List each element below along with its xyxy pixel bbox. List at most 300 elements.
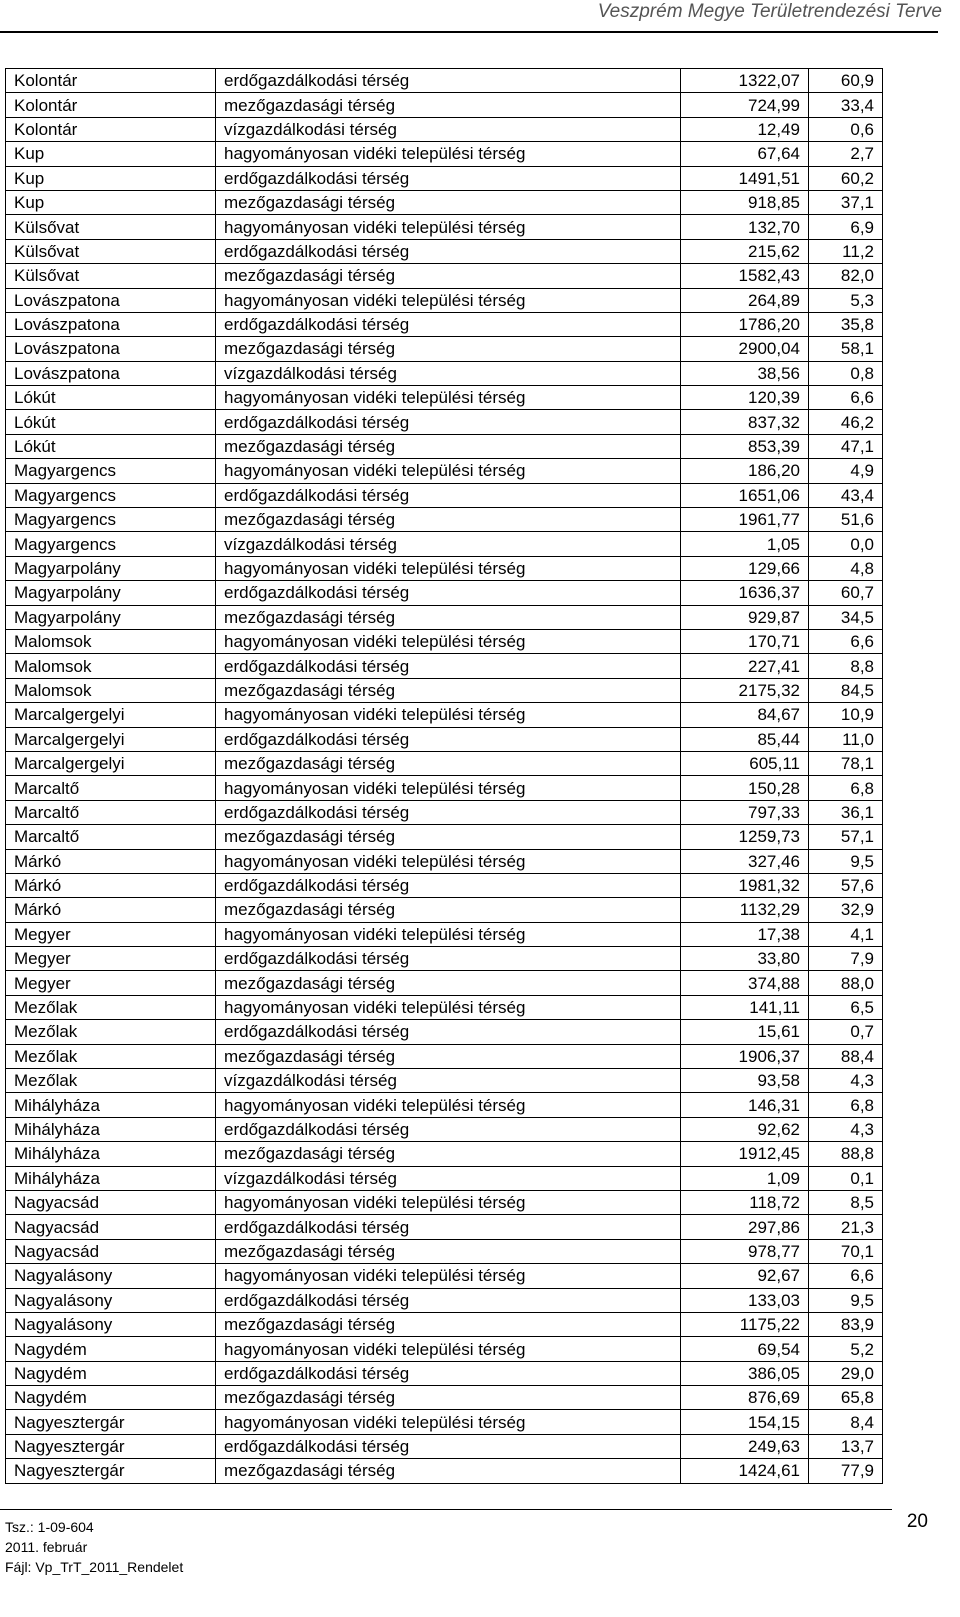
area-cell: 93,58 <box>681 1069 809 1093</box>
zone-type-cell: hagyományosan vidéki települési térség <box>216 1093 681 1117</box>
zone-type-cell: mezőgazdasági térség <box>216 264 681 288</box>
page-number: 20 <box>906 1511 928 1532</box>
zone-type-cell: mezőgazdasági térség <box>216 1239 681 1263</box>
settlement-cell: Mihályháza <box>6 1093 216 1117</box>
settlement-cell: Lókút <box>6 386 216 410</box>
settlement-cell: Kup <box>6 166 216 190</box>
settlement-cell: Márkó <box>6 898 216 922</box>
percent-cell: 6,6 <box>809 1264 883 1288</box>
area-cell: 92,62 <box>681 1117 809 1141</box>
settlement-cell: Nagyesztergár <box>6 1459 216 1483</box>
zone-type-cell: vízgazdálkodási térség <box>216 1069 681 1093</box>
percent-cell: 6,9 <box>809 215 883 239</box>
area-cell: 132,70 <box>681 215 809 239</box>
settlement-cell: Lovászpatona <box>6 288 216 312</box>
percent-cell: 6,8 <box>809 1093 883 1117</box>
table-row <box>6 629 883 653</box>
percent-cell: 0,1 <box>809 1166 883 1190</box>
percent-cell: 60,2 <box>809 166 883 190</box>
area-cell: 215,62 <box>681 239 809 263</box>
zone-type-cell: erdőgazdálkodási térség <box>216 1434 681 1458</box>
area-cell: 1912,45 <box>681 1142 809 1166</box>
table-row <box>6 556 883 580</box>
percent-cell: 88,0 <box>809 971 883 995</box>
table-row <box>6 1142 883 1166</box>
table-row <box>6 142 883 166</box>
settlement-cell: Nagydém <box>6 1337 216 1361</box>
percent-cell: 4,3 <box>809 1117 883 1141</box>
table-row <box>6 1288 883 1312</box>
area-cell: 1,09 <box>681 1166 809 1190</box>
zone-type-cell: erdőgazdálkodási térség <box>216 1288 681 1312</box>
settlement-cell: Megyer <box>6 922 216 946</box>
percent-cell: 9,5 <box>809 849 883 873</box>
zone-type-cell: erdőgazdálkodási térség <box>216 1361 681 1385</box>
percent-cell: 34,5 <box>809 605 883 629</box>
table-row <box>6 1093 883 1117</box>
zone-type-cell: hagyományosan vidéki települési térség <box>216 215 681 239</box>
zone-type-cell: hagyományosan vidéki települési térség <box>216 556 681 580</box>
zone-type-cell: mezőgazdasági térség <box>216 434 681 458</box>
area-cell: 118,72 <box>681 1190 809 1214</box>
zone-type-cell: erdőgazdálkodási térség <box>216 581 681 605</box>
zone-type-cell: vízgazdálkodási térség <box>216 117 681 141</box>
percent-cell: 0,6 <box>809 117 883 141</box>
table-row <box>6 93 883 117</box>
percent-cell: 6,8 <box>809 776 883 800</box>
settlement-cell: Márkó <box>6 873 216 897</box>
area-cell: 918,85 <box>681 190 809 214</box>
area-cell: 150,28 <box>681 776 809 800</box>
table-row <box>6 849 883 873</box>
percent-cell: 36,1 <box>809 800 883 824</box>
settlement-cell: Nagyalásony <box>6 1264 216 1288</box>
zone-type-cell: erdőgazdálkodási térség <box>216 1117 681 1141</box>
percent-cell: 84,5 <box>809 678 883 702</box>
area-cell: 386,05 <box>681 1361 809 1385</box>
zone-type-cell: erdőgazdálkodási térség <box>216 727 681 751</box>
percent-cell: 82,0 <box>809 264 883 288</box>
settlement-cell: Külsővat <box>6 215 216 239</box>
percent-cell: 4,1 <box>809 922 883 946</box>
zone-type-cell: mezőgazdasági térség <box>216 93 681 117</box>
percent-cell: 7,9 <box>809 947 883 971</box>
percent-cell: 5,2 <box>809 1337 883 1361</box>
settlement-cell: Mezőlak <box>6 995 216 1019</box>
area-cell: 1961,77 <box>681 508 809 532</box>
percent-cell: 77,9 <box>809 1459 883 1483</box>
zone-type-cell: vízgazdálkodási térség <box>216 1166 681 1190</box>
table-row <box>6 776 883 800</box>
table-row <box>6 69 883 93</box>
zone-type-cell: mezőgazdasági térség <box>216 825 681 849</box>
percent-cell: 58,1 <box>809 337 883 361</box>
area-cell: 2175,32 <box>681 678 809 702</box>
zone-type-cell: vízgazdálkodási térség <box>216 532 681 556</box>
area-cell: 1582,43 <box>681 264 809 288</box>
table-row <box>6 508 883 532</box>
area-cell: 1424,61 <box>681 1459 809 1483</box>
area-cell: 120,39 <box>681 386 809 410</box>
percent-cell: 60,7 <box>809 581 883 605</box>
area-cell: 69,54 <box>681 1337 809 1361</box>
percent-cell: 35,8 <box>809 312 883 336</box>
area-cell: 227,41 <box>681 654 809 678</box>
table-row <box>6 678 883 702</box>
percent-cell: 8,5 <box>809 1190 883 1214</box>
land-use-table <box>5 68 883 1484</box>
area-cell: 978,77 <box>681 1239 809 1263</box>
percent-cell: 8,8 <box>809 654 883 678</box>
table-row <box>6 581 883 605</box>
zone-type-cell: hagyományosan vidéki települési térség <box>216 1337 681 1361</box>
area-cell: 170,71 <box>681 629 809 653</box>
zone-type-cell: erdőgazdálkodási térség <box>216 410 681 434</box>
table-row <box>6 337 883 361</box>
percent-cell: 5,3 <box>809 288 883 312</box>
zone-type-cell: mezőgazdasági térség <box>216 751 681 775</box>
table-row <box>6 1190 883 1214</box>
zone-type-cell: mezőgazdasági térség <box>216 1142 681 1166</box>
zone-type-cell: hagyományosan vidéki települési térség <box>216 459 681 483</box>
table-row <box>6 288 883 312</box>
area-cell: 724,99 <box>681 93 809 117</box>
zone-type-cell: hagyományosan vidéki települési térség <box>216 386 681 410</box>
table-row <box>6 825 883 849</box>
area-cell: 38,56 <box>681 361 809 385</box>
area-cell: 33,80 <box>681 947 809 971</box>
zone-type-cell: hagyományosan vidéki települési térség <box>216 1410 681 1434</box>
zone-type-cell: mezőgazdasági térség <box>216 898 681 922</box>
settlement-cell: Magyarpolány <box>6 605 216 629</box>
area-cell: 853,39 <box>681 434 809 458</box>
area-cell: 1259,73 <box>681 825 809 849</box>
area-cell: 146,31 <box>681 1093 809 1117</box>
area-cell: 929,87 <box>681 605 809 629</box>
area-cell: 2900,04 <box>681 337 809 361</box>
zone-type-cell: mezőgazdasági térség <box>216 1312 681 1336</box>
table-row <box>6 1020 883 1044</box>
settlement-cell: Malomsok <box>6 629 216 653</box>
zone-type-cell: hagyományosan vidéki települési térség <box>216 703 681 727</box>
settlement-cell: Nagyacsád <box>6 1215 216 1239</box>
table-row <box>6 1312 883 1336</box>
table-row <box>6 190 883 214</box>
zone-type-cell: erdőgazdálkodási térség <box>216 166 681 190</box>
settlement-cell: Kup <box>6 142 216 166</box>
area-cell: 141,11 <box>681 995 809 1019</box>
table-row <box>6 361 883 385</box>
percent-cell: 88,4 <box>809 1044 883 1068</box>
area-cell: 85,44 <box>681 727 809 751</box>
zone-type-cell: mezőgazdasági térség <box>216 190 681 214</box>
percent-cell: 57,1 <box>809 825 883 849</box>
table-row <box>6 1410 883 1434</box>
percent-cell: 57,6 <box>809 873 883 897</box>
zone-type-cell: mezőgazdasági térség <box>216 1044 681 1068</box>
table-row <box>6 1069 883 1093</box>
settlement-cell: Nagyesztergár <box>6 1434 216 1458</box>
settlement-cell: Marcaltő <box>6 825 216 849</box>
percent-cell: 88,8 <box>809 1142 883 1166</box>
table-row <box>6 703 883 727</box>
area-cell: 154,15 <box>681 1410 809 1434</box>
table-row <box>6 239 883 263</box>
area-cell: 837,32 <box>681 410 809 434</box>
table-row <box>6 312 883 336</box>
settlement-cell: Magyarpolány <box>6 581 216 605</box>
settlement-cell: Nagyalásony <box>6 1312 216 1336</box>
percent-cell: 13,7 <box>809 1434 883 1458</box>
settlement-cell: Lovászpatona <box>6 361 216 385</box>
area-cell: 133,03 <box>681 1288 809 1312</box>
table-row <box>6 166 883 190</box>
settlement-cell: Kolontár <box>6 93 216 117</box>
table-row <box>6 873 883 897</box>
table-row <box>6 1361 883 1385</box>
percent-cell: 37,1 <box>809 190 883 214</box>
area-cell: 1651,06 <box>681 483 809 507</box>
zone-type-cell: mezőgazdasági térség <box>216 1386 681 1410</box>
area-cell: 797,33 <box>681 800 809 824</box>
zone-type-cell: hagyományosan vidéki települési térség <box>216 629 681 653</box>
area-cell: 1175,22 <box>681 1312 809 1336</box>
percent-cell: 32,9 <box>809 898 883 922</box>
percent-cell: 78,1 <box>809 751 883 775</box>
settlement-cell: Magyargencs <box>6 459 216 483</box>
zone-type-cell: hagyományosan vidéki települési térség <box>216 922 681 946</box>
zone-type-cell: erdőgazdálkodási térség <box>216 69 681 93</box>
area-cell: 1636,37 <box>681 581 809 605</box>
table-row <box>6 922 883 946</box>
zone-type-cell: hagyományosan vidéki települési térség <box>216 849 681 873</box>
settlement-cell: Lovászpatona <box>6 337 216 361</box>
zone-type-cell: erdőgazdálkodási térség <box>216 312 681 336</box>
percent-cell: 47,1 <box>809 434 883 458</box>
zone-type-cell: mezőgazdasági térség <box>216 508 681 532</box>
footer-tsz: Tsz.: 1-09-604 <box>5 1519 94 1535</box>
percent-cell: 29,0 <box>809 1361 883 1385</box>
table-row <box>6 459 883 483</box>
zone-type-cell: hagyományosan vidéki települési térség <box>216 142 681 166</box>
table-row <box>6 971 883 995</box>
zone-type-cell: erdőgazdálkodási térség <box>216 800 681 824</box>
settlement-cell: Lókút <box>6 434 216 458</box>
zone-type-cell: erdőgazdálkodási térség <box>216 239 681 263</box>
area-cell: 1,05 <box>681 532 809 556</box>
document-footer <box>5 1517 183 1577</box>
table-row <box>6 947 883 971</box>
area-cell: 15,61 <box>681 1020 809 1044</box>
table-row <box>6 995 883 1019</box>
area-cell: 605,11 <box>681 751 809 775</box>
zone-type-cell: mezőgazdasági térség <box>216 337 681 361</box>
table-row <box>6 117 883 141</box>
footer-divider <box>0 1509 892 1510</box>
zone-type-cell: erdőgazdálkodási térség <box>216 873 681 897</box>
table-row <box>6 1044 883 1068</box>
table-row <box>6 654 883 678</box>
area-cell: 1981,32 <box>681 873 809 897</box>
table-row <box>6 410 883 434</box>
zone-type-cell: hagyományosan vidéki települési térség <box>216 288 681 312</box>
zone-type-cell: erdőgazdálkodási térség <box>216 654 681 678</box>
settlement-cell: Magyargencs <box>6 508 216 532</box>
settlement-cell: Kolontár <box>6 69 216 93</box>
percent-cell: 51,6 <box>809 508 883 532</box>
zone-type-cell: mezőgazdasági térség <box>216 1459 681 1483</box>
table-row <box>6 605 883 629</box>
zone-type-cell: hagyományosan vidéki települési térség <box>216 776 681 800</box>
area-cell: 84,67 <box>681 703 809 727</box>
table-row <box>6 532 883 556</box>
percent-cell: 11,0 <box>809 727 883 751</box>
area-cell: 264,89 <box>681 288 809 312</box>
settlement-cell: Marcalgergelyi <box>6 727 216 751</box>
area-cell: 249,63 <box>681 1434 809 1458</box>
percent-cell: 60,9 <box>809 69 883 93</box>
table-row <box>6 1166 883 1190</box>
percent-cell: 8,4 <box>809 1410 883 1434</box>
area-cell: 1786,20 <box>681 312 809 336</box>
settlement-cell: Marcalgergelyi <box>6 703 216 727</box>
zone-type-cell: erdőgazdálkodási térség <box>216 483 681 507</box>
table-row <box>6 1264 883 1288</box>
settlement-cell: Megyer <box>6 947 216 971</box>
percent-cell: 33,4 <box>809 93 883 117</box>
settlement-cell: Malomsok <box>6 654 216 678</box>
settlement-cell: Megyer <box>6 971 216 995</box>
table-row <box>6 1239 883 1263</box>
percent-cell: 11,2 <box>809 239 883 263</box>
table-row <box>6 898 883 922</box>
area-cell: 1322,07 <box>681 69 809 93</box>
area-cell: 297,86 <box>681 1215 809 1239</box>
settlement-cell: Kolontár <box>6 117 216 141</box>
table-row <box>6 386 883 410</box>
settlement-cell: Mihályháza <box>6 1117 216 1141</box>
settlement-cell: Nagyacsád <box>6 1190 216 1214</box>
zone-type-cell: mezőgazdasági térség <box>216 605 681 629</box>
settlement-cell: Mezőlak <box>6 1069 216 1093</box>
table-row <box>6 1459 883 1483</box>
zone-type-cell: vízgazdálkodási térség <box>216 361 681 385</box>
percent-cell: 70,1 <box>809 1239 883 1263</box>
table-row <box>6 1337 883 1361</box>
settlement-cell: Nagydém <box>6 1361 216 1385</box>
table-row <box>6 751 883 775</box>
zone-type-cell: erdőgazdálkodási térség <box>216 947 681 971</box>
percent-cell: 0,0 <box>809 532 883 556</box>
zone-type-cell: hagyományosan vidéki települési térség <box>216 1264 681 1288</box>
area-cell: 67,64 <box>681 142 809 166</box>
area-cell: 1906,37 <box>681 1044 809 1068</box>
percent-cell: 46,2 <box>809 410 883 434</box>
percent-cell: 9,5 <box>809 1288 883 1312</box>
area-cell: 129,66 <box>681 556 809 580</box>
percent-cell: 4,8 <box>809 556 883 580</box>
percent-cell: 83,9 <box>809 1312 883 1336</box>
area-cell: 1132,29 <box>681 898 809 922</box>
settlement-cell: Mezőlak <box>6 1020 216 1044</box>
table-row <box>6 264 883 288</box>
settlement-cell: Külsővat <box>6 239 216 263</box>
area-cell: 1491,51 <box>681 166 809 190</box>
zone-type-cell: hagyományosan vidéki települési térség <box>216 995 681 1019</box>
percent-cell: 6,6 <box>809 386 883 410</box>
table-row <box>6 1434 883 1458</box>
area-cell: 327,46 <box>681 849 809 873</box>
table-body <box>6 69 883 1484</box>
footer-file: Fájl: Vp_TrT_2011_Rendelet <box>5 1559 184 1575</box>
settlement-cell: Mezőlak <box>6 1044 216 1068</box>
settlement-cell: Marcalgergelyi <box>6 751 216 775</box>
zone-type-cell: hagyományosan vidéki települési térség <box>216 1190 681 1214</box>
zone-type-cell: erdőgazdálkodási térség <box>216 1020 681 1044</box>
header-divider <box>0 31 938 33</box>
table-row <box>6 800 883 824</box>
settlement-cell: Márkó <box>6 849 216 873</box>
settlement-cell: Külsővat <box>6 264 216 288</box>
area-cell: 876,69 <box>681 1386 809 1410</box>
table-row <box>6 1215 883 1239</box>
zone-type-cell: mezőgazdasági térség <box>216 971 681 995</box>
percent-cell: 4,3 <box>809 1069 883 1093</box>
settlement-cell: Malomsok <box>6 678 216 702</box>
settlement-cell: Nagydém <box>6 1386 216 1410</box>
settlement-cell: Lókút <box>6 410 216 434</box>
settlement-cell: Marcaltő <box>6 776 216 800</box>
percent-cell: 6,5 <box>809 995 883 1019</box>
settlement-cell: Kup <box>6 190 216 214</box>
area-cell: 17,38 <box>681 922 809 946</box>
settlement-cell: Magyarpolány <box>6 556 216 580</box>
settlement-cell: Marcaltő <box>6 800 216 824</box>
percent-cell: 65,8 <box>809 1386 883 1410</box>
percent-cell: 21,3 <box>809 1215 883 1239</box>
settlement-cell: Nagyacsád <box>6 1239 216 1263</box>
settlement-cell: Mihályháza <box>6 1166 216 1190</box>
area-cell: 186,20 <box>681 459 809 483</box>
table-row <box>6 1386 883 1410</box>
zone-type-cell: mezőgazdasági térség <box>216 678 681 702</box>
percent-cell: 6,6 <box>809 629 883 653</box>
footer-date: 2011. február <box>5 1539 88 1555</box>
settlement-cell: Magyargencs <box>6 483 216 507</box>
percent-cell: 4,9 <box>809 459 883 483</box>
settlement-cell: Lovászpatona <box>6 312 216 336</box>
area-cell: 374,88 <box>681 971 809 995</box>
zone-type-cell: erdőgazdálkodási térség <box>216 1215 681 1239</box>
table-row <box>6 215 883 239</box>
document-header-title: Veszprém Megye Területrendezési Terve <box>597 1 942 22</box>
table-row <box>6 483 883 507</box>
percent-cell: 43,4 <box>809 483 883 507</box>
settlement-cell: Nagyalásony <box>6 1288 216 1312</box>
percent-cell: 0,8 <box>809 361 883 385</box>
percent-cell: 10,9 <box>809 703 883 727</box>
area-cell: 92,67 <box>681 1264 809 1288</box>
settlement-cell: Magyargencs <box>6 532 216 556</box>
table-row <box>6 1117 883 1141</box>
percent-cell: 2,7 <box>809 142 883 166</box>
area-cell: 12,49 <box>681 117 809 141</box>
percent-cell: 0,7 <box>809 1020 883 1044</box>
table-row <box>6 434 883 458</box>
settlement-cell: Nagyesztergár <box>6 1410 216 1434</box>
settlement-cell: Mihályháza <box>6 1142 216 1166</box>
table-row <box>6 727 883 751</box>
